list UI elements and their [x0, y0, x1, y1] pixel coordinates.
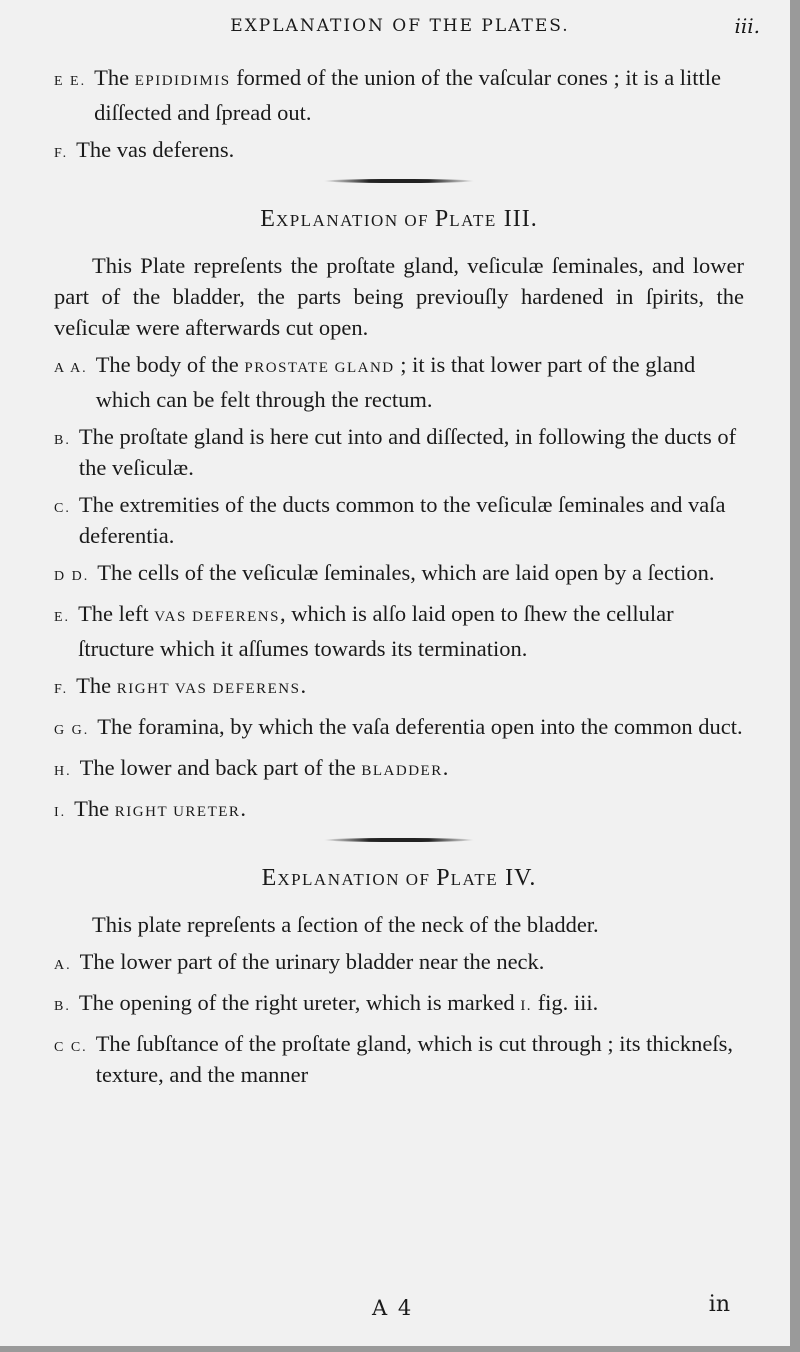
- list-item: [54, 134, 744, 169]
- item-text-post: formed of the union of the vaſcular cones ; it is a little diſſected and ſpread out.: [94, 65, 722, 125]
- item-text-pre: The lower and back part of the: [79, 755, 362, 780]
- list-item: [54, 598, 744, 664]
- item-text: [96, 349, 744, 415]
- item-text-pre: The lower part of the urinary bladder near the neck.: [79, 949, 545, 974]
- plate-3-heading: EXPLANATION OF PLATE III.: [260, 206, 538, 232]
- item-text-pre: The vas deferens.: [76, 137, 235, 162]
- item-text-pre: The ſubſtance of the proſtate gland, which is cut through ; its thickneſs, texture, and the manner: [95, 1031, 734, 1087]
- item-label: C.: [54, 501, 71, 516]
- list-item: [54, 946, 744, 981]
- item-text: [96, 1028, 744, 1090]
- plate-4-items-list: [54, 946, 744, 1090]
- top-items-list: [54, 62, 744, 169]
- item-label: G G.: [54, 723, 90, 738]
- item-text-post: .: [442, 755, 449, 780]
- plate-4-intro: This plate repreſents a ſection of the neck of the bladder.: [92, 912, 599, 937]
- item-term: RIGHT VAS DEFERENS: [116, 681, 301, 697]
- item-label: F.: [54, 682, 69, 697]
- item-text: [79, 421, 744, 483]
- item-text-post: ; it is that lower part of the gland which can be felt through the rectum.: [95, 352, 696, 412]
- item-label: C C.: [54, 1040, 88, 1055]
- item-term: I.: [520, 998, 533, 1014]
- item-text-pre: The: [94, 65, 135, 90]
- item-term: PROSTATE GLAND: [244, 360, 395, 376]
- list-item: [54, 670, 744, 705]
- catchword: in: [708, 1292, 730, 1317]
- item-label: E E.: [54, 74, 87, 89]
- item-text-pre: The: [76, 673, 117, 698]
- list-item: [54, 793, 744, 828]
- item-label: B.: [54, 999, 71, 1014]
- item-label: H.: [54, 764, 72, 779]
- item-term: EPIDIDIMIS: [134, 73, 231, 89]
- list-item: [54, 987, 744, 1022]
- list-item: [54, 349, 744, 415]
- item-text-pre: The extremities of the ducts common to the veſiculæ ſeminales and vaſa deferentia.: [78, 492, 726, 548]
- item-text-pre: The: [74, 796, 115, 821]
- item-label: E.: [54, 610, 71, 625]
- item-text-pre: The left: [78, 601, 155, 626]
- list-item: [54, 62, 744, 128]
- list-item: [54, 421, 744, 483]
- item-text: [74, 793, 744, 828]
- item-text-pre: The opening of the right ureter, which is marked: [78, 990, 521, 1015]
- item-text-pre: The foramina, by which the vaſa deferentia open into the common duct.: [97, 714, 743, 739]
- item-text: [79, 987, 744, 1022]
- item-text-pre: The body of the: [95, 352, 245, 377]
- list-item: [54, 752, 744, 787]
- item-text: [94, 62, 744, 128]
- item-text: [80, 946, 744, 981]
- item-text-post: .: [300, 673, 307, 698]
- page-content: [54, 62, 744, 1096]
- list-item: [54, 489, 744, 551]
- item-term: RIGHT URETER: [114, 804, 241, 820]
- ornamental-rule: [324, 838, 474, 842]
- plate-3-intro: This Plate repreſents the proſtate gland, veſiculæ ſeminales, and lower part of the bladder, the parts being previouſly hardened in ſpirits, the veſiculæ were afterwards cut open.: [54, 253, 744, 340]
- item-text-pre: The proſtate gland is here cut into and diſſected, in following the ducts of the veſiculæ.: [78, 424, 737, 480]
- plate-3-items-list: [54, 349, 744, 828]
- item-label: D D.: [54, 569, 90, 584]
- item-text: [97, 557, 744, 592]
- signature-mark: A 4: [372, 1296, 414, 1320]
- item-text-post: .: [240, 796, 247, 821]
- list-item: [54, 711, 744, 746]
- item-text-post: fig. iii.: [532, 990, 599, 1015]
- item-label: I.: [54, 805, 67, 820]
- item-text: [78, 598, 744, 664]
- item-text-post: , which is alſo laid open to ſhew the cellular ſtructure which it aſſumes towards its termination.: [78, 601, 674, 661]
- ornamental-rule: [324, 179, 474, 183]
- item-text: [79, 489, 744, 551]
- item-text: [80, 752, 744, 787]
- list-item: [54, 557, 744, 592]
- plate-4-heading: EXPLANATION OF PLATE IV.: [261, 865, 537, 891]
- item-text: [97, 711, 744, 746]
- item-label: A.: [54, 958, 72, 973]
- running-title: EXPLANATION OF THE PLATES.: [230, 16, 570, 36]
- item-label: A A.: [54, 361, 88, 376]
- list-item: [54, 1028, 744, 1090]
- item-label: F.: [54, 146, 69, 161]
- item-text: [76, 134, 744, 169]
- item-label: B.: [54, 433, 71, 448]
- page-number: iii.: [734, 14, 760, 38]
- item-text-pre: The cells of the veſiculæ ſeminales, which are laid open by a ſection.: [97, 560, 715, 585]
- item-term: BLADDER: [361, 763, 443, 779]
- item-term: VAS DEFERENS: [154, 609, 280, 625]
- item-text: [76, 670, 744, 705]
